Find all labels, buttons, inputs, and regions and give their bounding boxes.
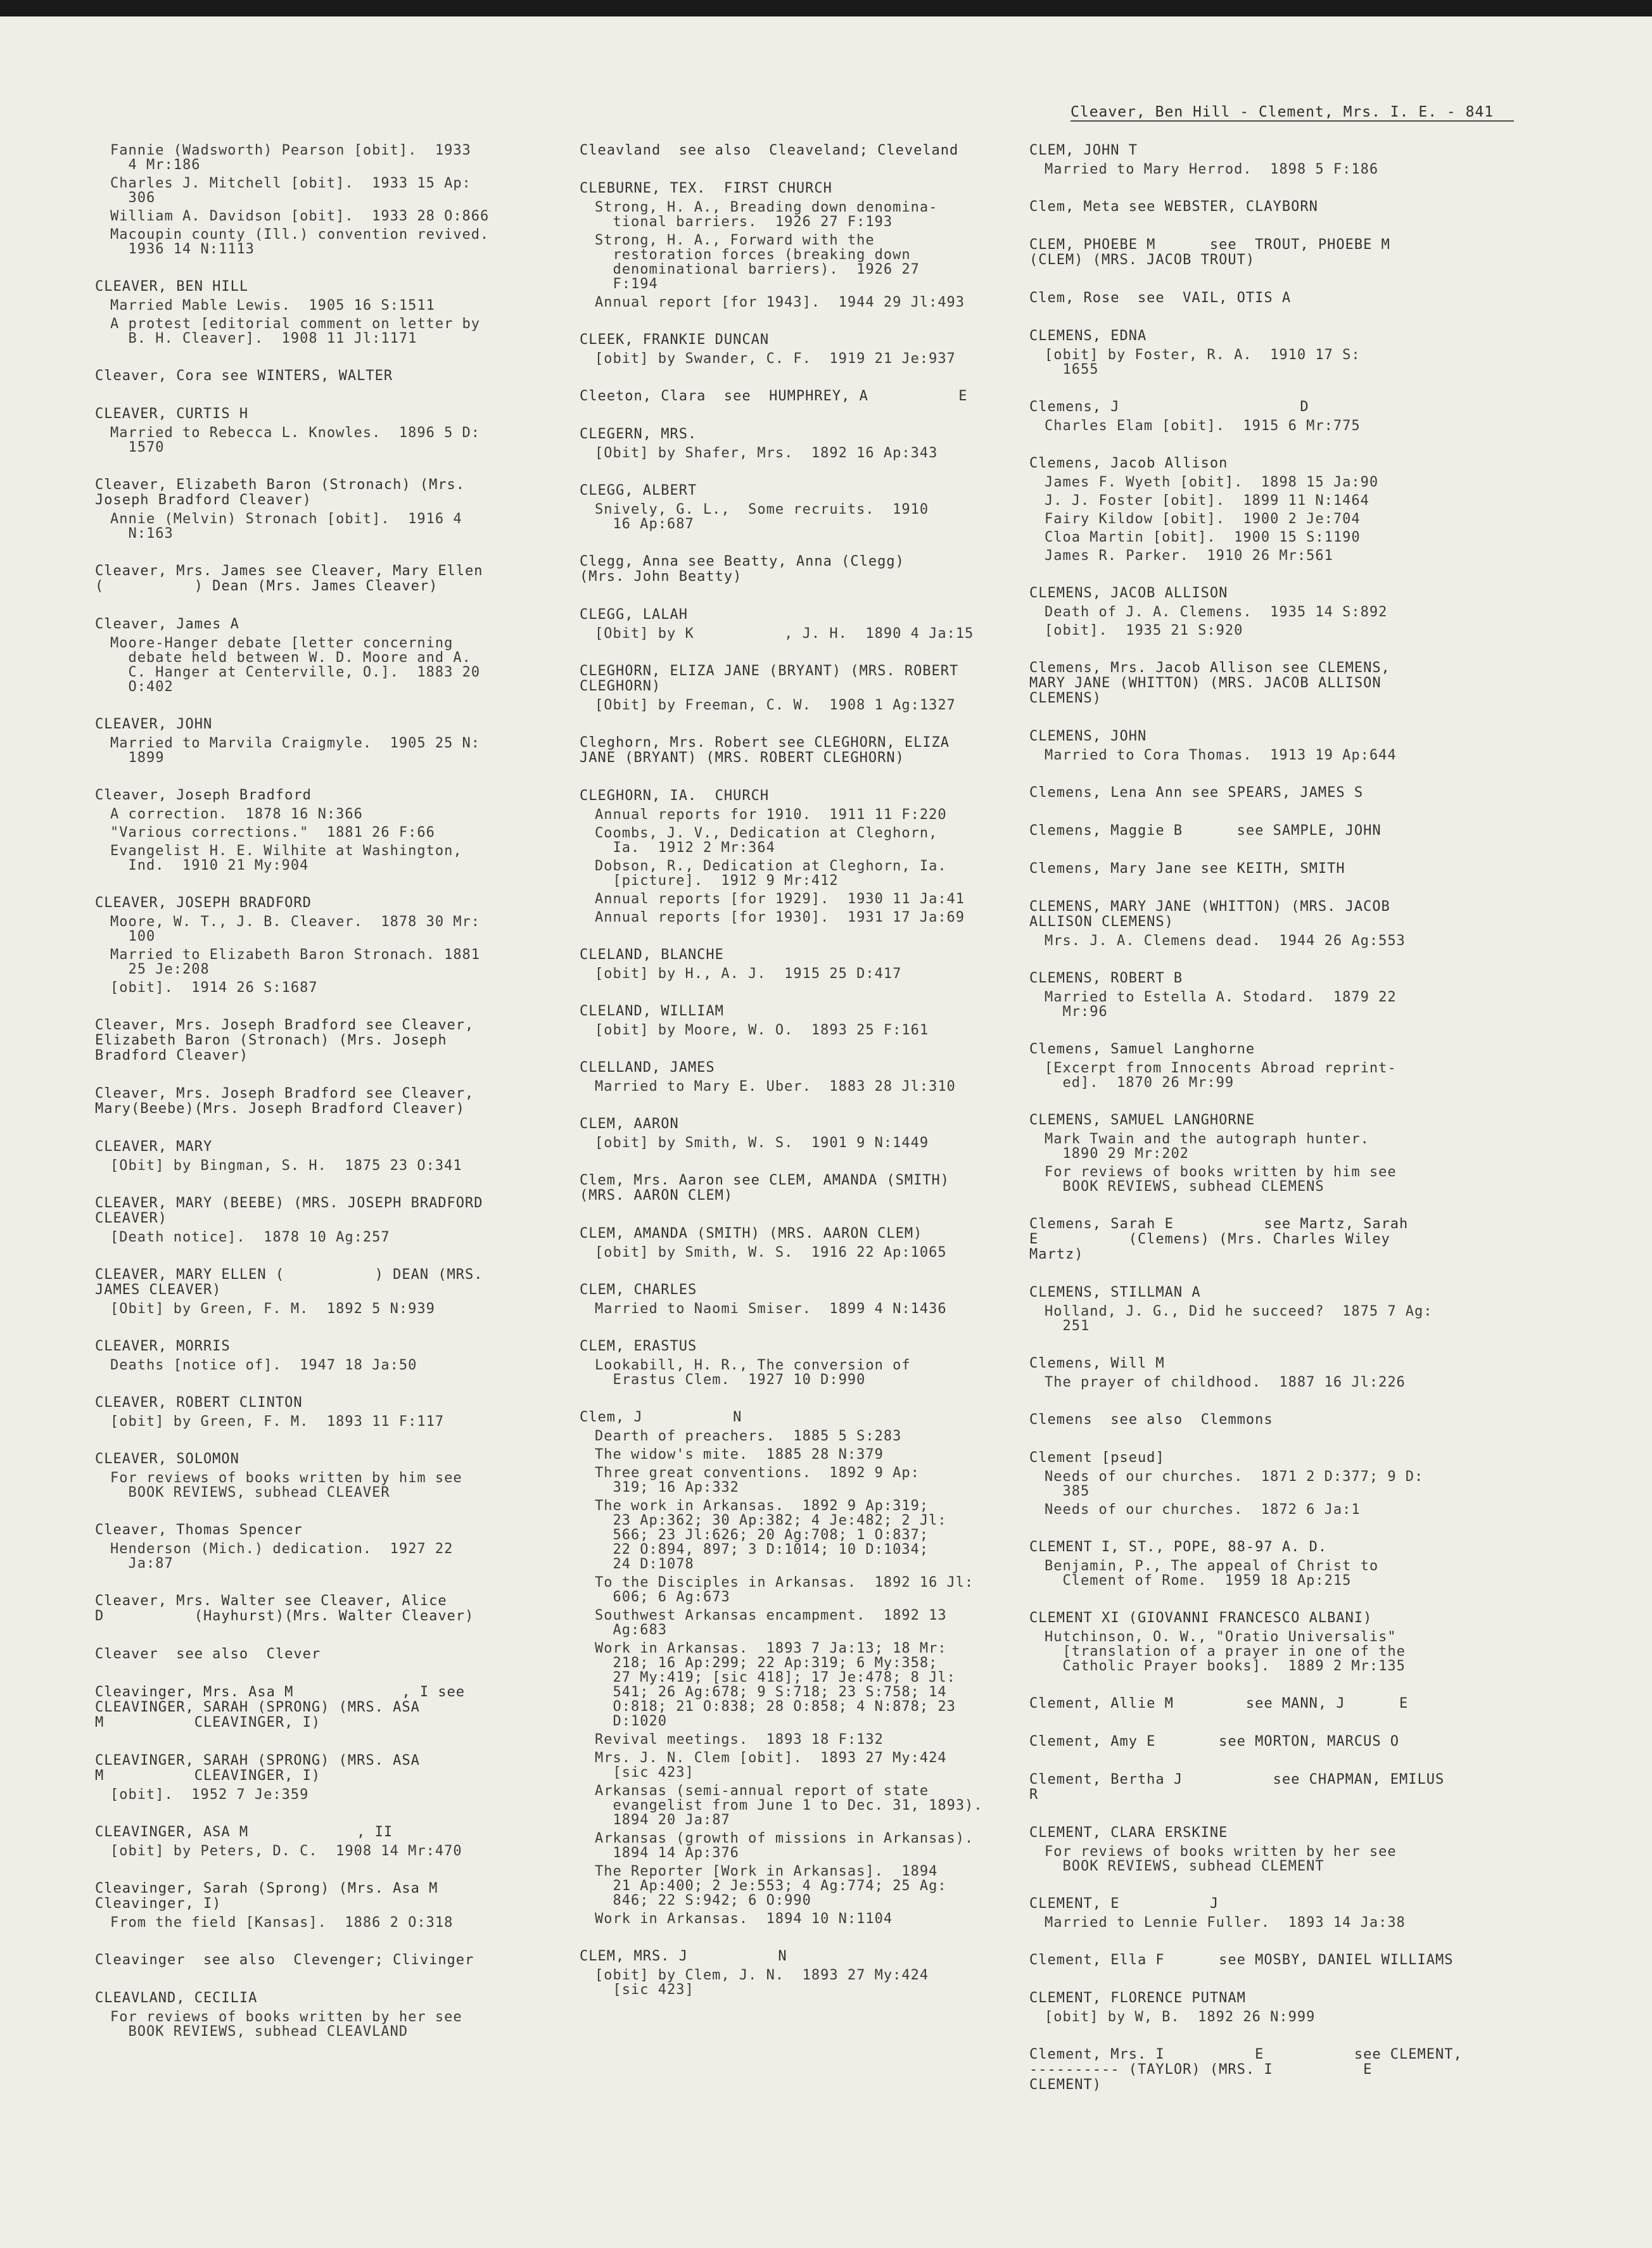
entry-citation: Married to Cora Thomas. 1913 19 Ap:644 [1045,747,1397,763]
index-entry [580,1173,1023,1203]
index-entry [95,1339,538,1373]
entry-heading: Cleavinger, Mrs. Asa M , I see CLEAVINGER, SARAH (SPRONG) (MRS. ASA M CLEAVINGER, I) [95,1684,466,1730]
index-entry [580,1339,1023,1387]
entry-heading: Cleaver, Joseph Bradford [95,787,312,803]
entry-heading: CLELLAND, JAMES [580,1060,715,1076]
entry-heading: CLEM, MRS. J N [580,1948,787,1964]
entry-heading: Cleavinger see also Clevenger; Clivinger [95,1952,474,1968]
index-entry [1029,1734,1485,1750]
entry-heading: Cleaver, Mrs. Joseph Bradford see Cleaver, Elizabeth Baron (Stronach) (Mrs. Joseph Bradford Cleaver) [95,1017,474,1064]
entry-citation: Macoupin county (Ill.) convention revived. 1936 14 N:1113 [110,227,490,257]
entry-heading: Cleaver, Mrs. Walter see Cleaver, Alice D (Hayhurst)(Mrs. Walter Cleaver) [95,1593,474,1624]
entry-heading: Cleaver, Elizabeth Baron (Stronach) (Mrs. Joseph Bradford Cleaver) [95,477,466,508]
index-entry [580,607,1023,641]
index-entry [580,1060,1023,1094]
entry-citation: [obit]. 1952 7 Je:359 [110,1787,309,1803]
index-entry [580,1004,1023,1038]
index-entry [95,1523,538,1571]
entry-heading: CLEBURNE, TEX. FIRST CHURCH [580,181,832,196]
entry-citation: Annual reports [for 1930]. 1931 17 Ja:69 [595,910,965,925]
entry-citation: The Reporter [Work in Arkansas]. 1894 21 Ap:400; 2 Je:553; 4 Ag:774; 25 Ag: 846; 22 S:942; 6 O:990 [595,1864,947,1908]
index-entry [580,483,1023,531]
index-entry [580,1117,1023,1150]
index-entry [580,1226,1023,1260]
entry-heading: CLEMENS, ROBERT B [1029,970,1183,986]
index-entry [1029,1991,1485,2024]
entry-heading: Clemens, Jacob Allison [1029,455,1228,471]
index-entry [580,143,1023,158]
index-entry [580,735,1023,766]
entry-citation: [obit] by Swander, C. F. 1919 21 Je:937 [595,351,956,367]
entry-citation: Dobson, R., Dedication at Cleghorn, Ia. [picture]. 1912 9 Mr:412 [595,858,947,889]
index-entry [1029,1896,1485,1930]
entry-citation: Dearth of preachers. 1885 5 S:283 [595,1428,902,1444]
entry-heading: Clemens see also Clemmons [1029,1412,1273,1428]
entry-heading: Clement, Amy E see MORTON, MARCUS O [1029,1734,1400,1750]
entry-heading: Clem, Rose see VAIL, OTIS A [1029,290,1292,306]
index-entry [580,1410,1023,1926]
index-entry [1029,1285,1485,1333]
entry-heading: Clemens, Lena Ann see SPEARS, JAMES S [1029,785,1364,801]
index-entry [95,1140,538,1173]
index-entry [580,1283,1023,1316]
entry-citation: J. J. Foster [obit]. 1899 11 N:1464 [1045,493,1369,509]
index-entry [95,1953,538,1968]
entry-citation: Evangelist H. E. Wilhite at Washington, Ind. 1910 21 My:904 [110,843,462,873]
entry-heading: Clement, Mrs. I E see CLEMENT, ---------- (TAYLOR) (MRS. I E CLEMENT) [1029,2047,1463,2093]
entry-heading: CLEMENT XI (GIOVANNI FRANCESCO ALBANI) [1029,1610,1373,1626]
entry-heading: Clem, Meta see WEBSTER, CLAYBORN [1029,199,1318,215]
index-entry [1029,200,1485,215]
entry-citation: Deaths [notice of]. 1947 18 Ja:50 [110,1357,417,1373]
entry-citation: For reviews of books written by him see BOOK REVIEWS, subhead CLEAVER [110,1470,462,1501]
entry-heading: Cleaver, James A [95,616,239,632]
index-entry [1029,1696,1485,1711]
entry-citation: Revival meetings. 1893 18 F:132 [595,1732,884,1748]
index-entry [580,948,1023,981]
entry-citation: [Obit] by Shafer, Mrs. 1892 16 Ap:343 [595,445,938,461]
entry-heading: CLEMENS, SAMUEL LANGHORNE [1029,1112,1255,1128]
entry-citation: The work in Arkansas. 1892 9 Ap:319; 23 Ap:362; 30 Ap:382; 4 Je:482; 2 Jl: 566; 23 Jl:626; 20 Ag:708; 1 O:837; 22 O:894, 897; 3 D:1014; 10 D:1034; 24 D:1078 [595,1498,947,1572]
entry-heading: CLEAVER, BEN HILL [95,279,249,295]
entry-heading: Clemens, Mary Jane see KEITH, SMITH [1029,861,1345,877]
entry-citation: Annual reports for 1910. 1911 11 F:220 [595,807,947,823]
entry-heading: Cleaver, Thomas Spencer [95,1522,303,1538]
entry-citation: A protest [editorial comment on letter by B. H. Cleaver]. 1908 11 Jl:1171 [110,316,481,346]
entry-citation: Annie (Melvin) Stronach [obit]. 1916 4 N:163 [110,511,462,542]
entry-heading: CLEAVER, JOSEPH BRADFORD [95,895,312,911]
index-entry [95,1647,538,1662]
index-entry [95,1267,538,1316]
entry-citation: Moore-Hanger debate [letter concerning debate held between W. D. Moore and A. C. Hanger at Centerville, O.]. 1883 20 O:402 [110,635,481,695]
index-entry [95,407,538,455]
entry-citation: Married to Lennie Fuller. 1893 14 Ja:38 [1045,1915,1406,1931]
entry-citation: [Obit] by Green, F. M. 1892 5 N:939 [110,1301,435,1317]
entry-heading: CLEEK, FRANKIE DUNCAN [580,332,770,348]
index-entry [1029,1217,1485,1262]
entry-citation: For reviews of books written by her see BOOK REVIEWS, subhead CLEMENT [1045,1844,1397,1874]
index-entry [1029,1772,1485,1803]
entry-citation: Married to Rebecca L. Knowles. 1896 5 D: 1570 [110,425,481,455]
entry-citation: Cloa Martin [obit]. 1900 15 S:1190 [1045,530,1361,545]
index-entry [1029,586,1485,638]
entry-citation: Henderson (Mich.) dedication. 1927 22 Ja:87 [110,1541,454,1572]
entry-citation: Holland, J. G., Did he succeed? 1875 7 Ag: 251 [1045,1304,1433,1334]
index-entry [1029,291,1485,306]
entry-heading: CLEMENS, JACOB ALLISON [1029,585,1228,601]
entry-heading: CLEM, PHOEBE M see TROUT, PHOEBE M (CLEM) (MRS. JACOB TROUT) [1029,237,1390,268]
index-entry [580,554,1023,585]
entry-heading: CLEAVINGER, SARAH (SPRONG) (MRS. ASA M CLEAVINGER, I) [95,1753,420,1784]
entry-heading: CLEAVER, CURTIS H [95,406,249,422]
entry-citation: Married to Mary E. Uber. 1883 28 Jl:310 [595,1079,956,1095]
entry-citation: [obit] by Clem, J. N. 1893 27 My:424 [sic 423] [595,1967,929,1998]
entry-citation: Work in Arkansas. 1893 7 Ja:13; 18 Mr: 218; 16 Ap:299; 22 Ap:319; 6 My:358; 27 My:419; [sic 418]; 17 Je:478; 8 Jl: 541; 26 Ag:678; 9 S:718; 23 S:758; 14 O:818; 21 O:838; 28 O:858; 4 N:878; 23 D:1020 [595,1641,956,1729]
entry-citation: For reviews of books written by her see BOOK REVIEWS, subhead CLEAVLAND [110,2009,462,2040]
entry-citation: Benjamin, P., The appeal of Christ to Clement of Rome. 1959 18 Ap:215 [1045,1558,1379,1589]
entry-heading: CLEM, CHARLES [580,1282,697,1298]
entry-citation: [obit] by Moore, W. O. 1893 25 F:161 [595,1022,929,1038]
column-3 [1029,143,1485,2116]
entry-citation: Needs of our churches. 1872 6 Ja:1 [1045,1502,1361,1518]
index-entry [95,717,538,765]
column-1 [95,143,538,2062]
index-entry [580,333,1023,366]
index-entry [580,1949,1023,1997]
entry-citation: Married Mable Lewis. 1905 16 S:1511 [110,298,435,314]
index-entry [95,1196,538,1245]
entry-heading: CLEM, AARON [580,1116,679,1132]
index-entry [95,617,538,694]
entry-citation: Married to Marvila Craigmyle. 1905 25 N: 1899 [110,735,481,766]
index-entry [1029,238,1485,268]
entry-heading: Cleeton, Clara see HUMPHREY, A E [580,388,968,404]
entry-heading: CLEMENT, CLARA ERSKINE [1029,1825,1228,1841]
entry-heading: CLEMENT, FLORENCE PUTNAM [1029,1990,1246,2006]
entry-citation: Married to Naomi Smiser. 1899 4 N:1436 [595,1301,947,1317]
entry-heading: Cleaver, Mrs. James see Cleaver, Mary Ellen ( ) Dean (Mrs. James Cleaver) [95,563,483,594]
entry-heading: Clemens, J D [1029,399,1309,415]
index-entry [1029,143,1485,177]
entry-citation: Mrs. J. A. Clemens dead. 1944 26 Ag:553 [1045,933,1406,949]
entry-citation: From the field [Kansas]. 1886 2 O:318 [110,1915,454,1931]
entry-citation: [obit] by Green, F. M. 1893 11 F:117 [110,1414,445,1430]
entry-heading: CLEMENS, MARY JANE (WHITTON) (MRS. JACOB ALLISON CLEMENS) [1029,899,1390,930]
index-entry [1029,729,1485,763]
entry-heading: Cleavland see also Cleaveland; Cleveland [580,143,959,158]
entry-citation: For reviews of books written by him see BOOK REVIEWS, subhead CLEMENS [1045,1164,1397,1195]
entry-heading: CLEGG, ALBERT [580,483,697,498]
index-entry [1029,861,1485,877]
index-entry [1029,785,1485,801]
entry-citation: Annual reports [for 1929]. 1930 11 Ja:41 [595,891,965,907]
index-entry [95,143,538,257]
index-entry [95,788,538,873]
index-entry [1029,661,1485,706]
index-entry [95,1991,538,2039]
entry-citation: Charles Elam [obit]. 1915 6 Mr:775 [1045,418,1361,434]
index-entry [1029,823,1485,839]
entry-citation: The widow's mite. 1885 28 N:379 [595,1447,884,1463]
entry-heading: CLEAVINGER, ASA M , II [95,1824,393,1840]
entry-citation: A correction. 1878 16 N:366 [110,806,363,822]
entry-citation: Work in Arkansas. 1894 10 N:1104 [595,1911,893,1927]
entry-citation: [Excerpt from Innocents Abroad reprint- ed]. 1870 26 Mr:99 [1045,1060,1397,1091]
entry-citation: "Various corrections." 1881 26 F:66 [110,825,435,841]
entry-heading: CLEAVER, MARY ELLEN ( ) DEAN (MRS. JAMES CLEAVER) [95,1267,483,1298]
entry-citation: James F. Wyeth [obit]. 1898 15 Ja:90 [1045,474,1379,490]
entry-citation: William A. Davidson [obit]. 1933 28 O:866 [110,208,490,224]
entry-heading: Cleaver, Cora see WINTERS, WALTER [95,368,393,384]
index-entry [1029,1953,1485,1968]
index-entry [1029,1451,1485,1517]
entry-heading: Clemens, Mrs. Jacob Allison see CLEMENS, MARY JANE (WHITTON) (MRS. JACOB ALLISON CLEMENS) [1029,660,1390,706]
index-entry [1029,1113,1485,1194]
index-entry [1029,1826,1485,1874]
entry-citation: Mark Twain and the autograph hunter. 1890 29 Mr:202 [1045,1131,1369,1162]
entry-heading: Clement, Ella F see MOSBY, DANIEL WILLIAMS [1029,1952,1454,1968]
column-2 [580,143,1023,2020]
entry-citation: Married to Mary Herrod. 1898 5 F:186 [1045,162,1379,177]
entry-citation: [obit] by W, B. 1892 26 N:999 [1045,2009,1316,2025]
entry-heading: Clemens, Will M [1029,1356,1165,1371]
entry-heading: Clegg, Anna see Beatty, Anna (Clegg) (Mrs. John Beatty) [580,554,905,585]
index-entry [95,564,538,594]
entry-heading: CLEGERN, MRS. [580,426,697,442]
entry-citation: [obit] by Smith, W. S. 1901 9 N:1449 [595,1135,929,1151]
entry-citation: Mrs. J. N. Clem [obit]. 1893 27 My:424 [sic 423] [595,1750,947,1781]
entry-heading: CLEGHORN, ELIZA JANE (BRYANT) (MRS. ROBERT CLEGHORN) [580,663,959,694]
entry-citation: The prayer of childhood. 1887 16 Jl:226 [1045,1375,1406,1390]
index-entry [1029,1611,1485,1673]
index-entry [1029,456,1485,563]
entry-citation: Snively, G. L., Some recruits. 1910 16 Ap:687 [595,502,929,532]
entry-heading: CLEM, AMANDA (SMITH) (MRS. AARON CLEM) [580,1226,923,1241]
entry-citation: Needs of our churches. 1871 2 D:377; 9 D: 385 [1045,1469,1424,1499]
index-entry [1029,1540,1485,1588]
entry-heading: Cleavinger, Sarah (Sprong) (Mrs. Asa M Cleavinger, I) [95,1881,438,1912]
entry-citation: Lookabill, H. R., The conversion of Erastus Clem. 1927 10 D:990 [595,1357,911,1388]
entry-citation: [Obit] by Freeman, C. W. 1908 1 Ag:1327 [595,697,956,713]
entry-heading: Clement [pseud] [1029,1450,1165,1466]
entry-citation: James R. Parker. 1910 26 Mr:561 [1045,548,1333,564]
index-entry [580,664,1023,713]
entry-citation: Hutchinson, O. W., "Oratio Universalis" [translation of a prayer in one of the Catholic Prayer books]. 1889 2 Mr:135 [1045,1629,1406,1674]
index-entry [1029,2047,1485,2093]
entry-citation: Death of J. A. Clemens. 1935 14 S:892 [1045,604,1388,620]
entry-citation: [Death notice]. 1878 10 Ag:257 [110,1229,390,1245]
entry-heading: Clement, Bertha J see CHAPMAN, EMILUS R [1029,1772,1445,1803]
entry-heading: CLEM, ERASTUS [580,1338,697,1354]
entry-heading: CLEMENS, EDNA [1029,328,1147,344]
entry-citation: Strong, H. A., Breading down denomina- tional barriers. 1926 27 F:193 [595,200,938,230]
entry-citation: [obit]. 1914 26 S:1687 [110,980,318,996]
entry-citation: Three great conventions. 1892 9 Ap: 319; 16 Ap:332 [595,1465,920,1495]
entry-heading: CLEAVER, JOHN [95,716,213,732]
entry-heading: Clemens, Maggie B see SAMPLE, JOHN [1029,823,1382,839]
entry-citation: Annual report [for 1943]. 1944 29 Jl:493 [595,295,965,310]
index-entry [95,279,538,346]
index-entry [1029,899,1485,948]
index-entry [580,789,1023,925]
running-head: Cleaver, Ben Hill - Clement, Mrs. I. E. - 841 [1071,104,1514,122]
index-entry [580,427,1023,460]
index-entry [95,1018,538,1064]
index-entry [95,1881,538,1930]
entry-citation: [obit]. 1935 21 S:920 [1045,623,1243,638]
index-entry [95,478,538,541]
index-entry [95,1395,538,1429]
entry-citation: [obit] by Peters, D. C. 1908 14 Mr:470 [110,1843,462,1859]
entry-citation: Strong, H. A., Forward with the restoration forces (breaking down denominational barriers). 1926 27 F:194 [595,232,920,292]
index-entry [95,896,538,995]
entry-citation: Coombs, J. V., Dedication at Cleghorn, Ia. 1912 2 Mr:364 [595,825,938,856]
entry-heading: CLEMENT I, ST., POPE, 88-97 A. D. [1029,1539,1328,1555]
entry-heading: CLEAVER, SOLOMON [95,1451,239,1467]
index-entry [95,1825,538,1858]
entry-citation: [Obit] by K , J. H. 1890 4 Ja:15 [595,626,974,642]
index-entry [1029,1042,1485,1090]
index-entry [95,1452,538,1500]
entry-heading: CLELAND, WILLIAM [580,1003,724,1019]
entry-citation: [obit] by Foster, R. A. 1910 17 S: 1655 [1045,347,1361,378]
entry-heading: Clemens, Sarah E see Martz, Sarah E (Clemens) (Mrs. Charles Wiley Martz) [1029,1216,1409,1262]
entry-heading: CLELAND, BLANCHE [580,947,724,963]
entry-heading: CLEAVER, ROBERT CLINTON [95,1395,303,1411]
entry-citation: Fannie (Wadsworth) Pearson [obit]. 1933 4 Mr:186 [110,143,471,173]
index-entry [95,1685,538,1730]
entry-heading: CLEAVER, MARY (BEEBE) (MRS. JOSEPH BRADFORD CLEAVER) [95,1195,483,1226]
entry-heading: CLEAVLAND, CECILIA [95,1990,258,2006]
entry-heading: CLEMENS, JOHN [1029,728,1147,744]
entry-heading: CLEAVER, MORRIS [95,1338,231,1354]
entry-heading: CLEGHORN, IA. CHURCH [580,788,770,804]
entry-heading: Clem, J N [580,1409,742,1425]
index-page [0,16,1652,2248]
index-entry [1029,400,1485,433]
index-entry [580,181,1023,310]
entry-citation: Fairy Kildow [obit]. 1900 2 Je:704 [1045,511,1361,527]
entry-heading: CLEMENT, E J [1029,1896,1219,1912]
index-entry [95,1594,538,1624]
index-entry [580,389,1023,404]
index-entry [1029,971,1485,1019]
entry-citation: Southwest Arkansas encampment. 1892 13 Ag:683 [595,1608,947,1638]
entry-citation: Married to Elizabeth Baron Stronach. 1881 25 Je:208 [110,947,481,977]
entry-heading: CLEAVER, MARY [95,1139,213,1155]
index-entry [1029,1413,1485,1428]
entry-citation: [Obit] by Bingman, S. H. 1875 23 O:341 [110,1158,462,1174]
entry-heading: Cleghorn, Mrs. Robert see CLEGHORN, ELIZA JANE (BRYANT) (MRS. ROBERT CLEGHORN) [580,735,950,766]
entry-citation: To the Disciples in Arkansas. 1892 16 Jl: 606; 6 Ag:673 [595,1575,974,1605]
entry-citation: Arkansas (growth of missions in Arkansas). 1894 14 Ap:376 [595,1831,974,1861]
entry-citation: Arkansas (semi-annual report of state evangelist from June 1 to Dec. 31, 1893). 1894 20 Ja:87 [595,1783,983,1828]
entry-citation: Married to Estella A. Stodard. 1879 22 Mr:96 [1045,989,1397,1020]
index-entry [95,1086,538,1117]
entry-heading: Cleaver, Mrs. Joseph Bradford see Cleaver, Mary(Beebe)(Mrs. Joseph Bradford Cleaver) [95,1086,474,1117]
index-entry [95,369,538,384]
index-entry [1029,1356,1485,1390]
entry-citation: [obit] by H., A. J. 1915 25 D:417 [595,966,902,982]
entry-heading: Clem, Mrs. Aaron see CLEM, AMANDA (SMITH) (MRS. AARON CLEM) [580,1172,950,1203]
entry-heading: Cleaver see also Clever [95,1646,321,1662]
entry-citation: Charles J. Mitchell [obit]. 1933 15 Ap: 306 [110,175,471,206]
entry-citation: Moore, W. T., J. B. Cleaver. 1878 30 Mr: 100 [110,914,481,944]
index-entry [1029,329,1485,377]
entry-heading: CLEMENS, STILLMAN A [1029,1285,1201,1300]
entry-heading: CLEM, JOHN T [1029,143,1138,158]
entry-heading: Clement, Allie M see MANN, J E [1029,1696,1409,1711]
entry-heading: CLEGG, LALAH [580,607,688,623]
entry-heading: Clemens, Samuel Langhorne [1029,1041,1255,1057]
index-entry [95,1753,538,1802]
entry-citation: [obit] by Smith, W. S. 1916 22 Ap:1065 [595,1245,947,1261]
